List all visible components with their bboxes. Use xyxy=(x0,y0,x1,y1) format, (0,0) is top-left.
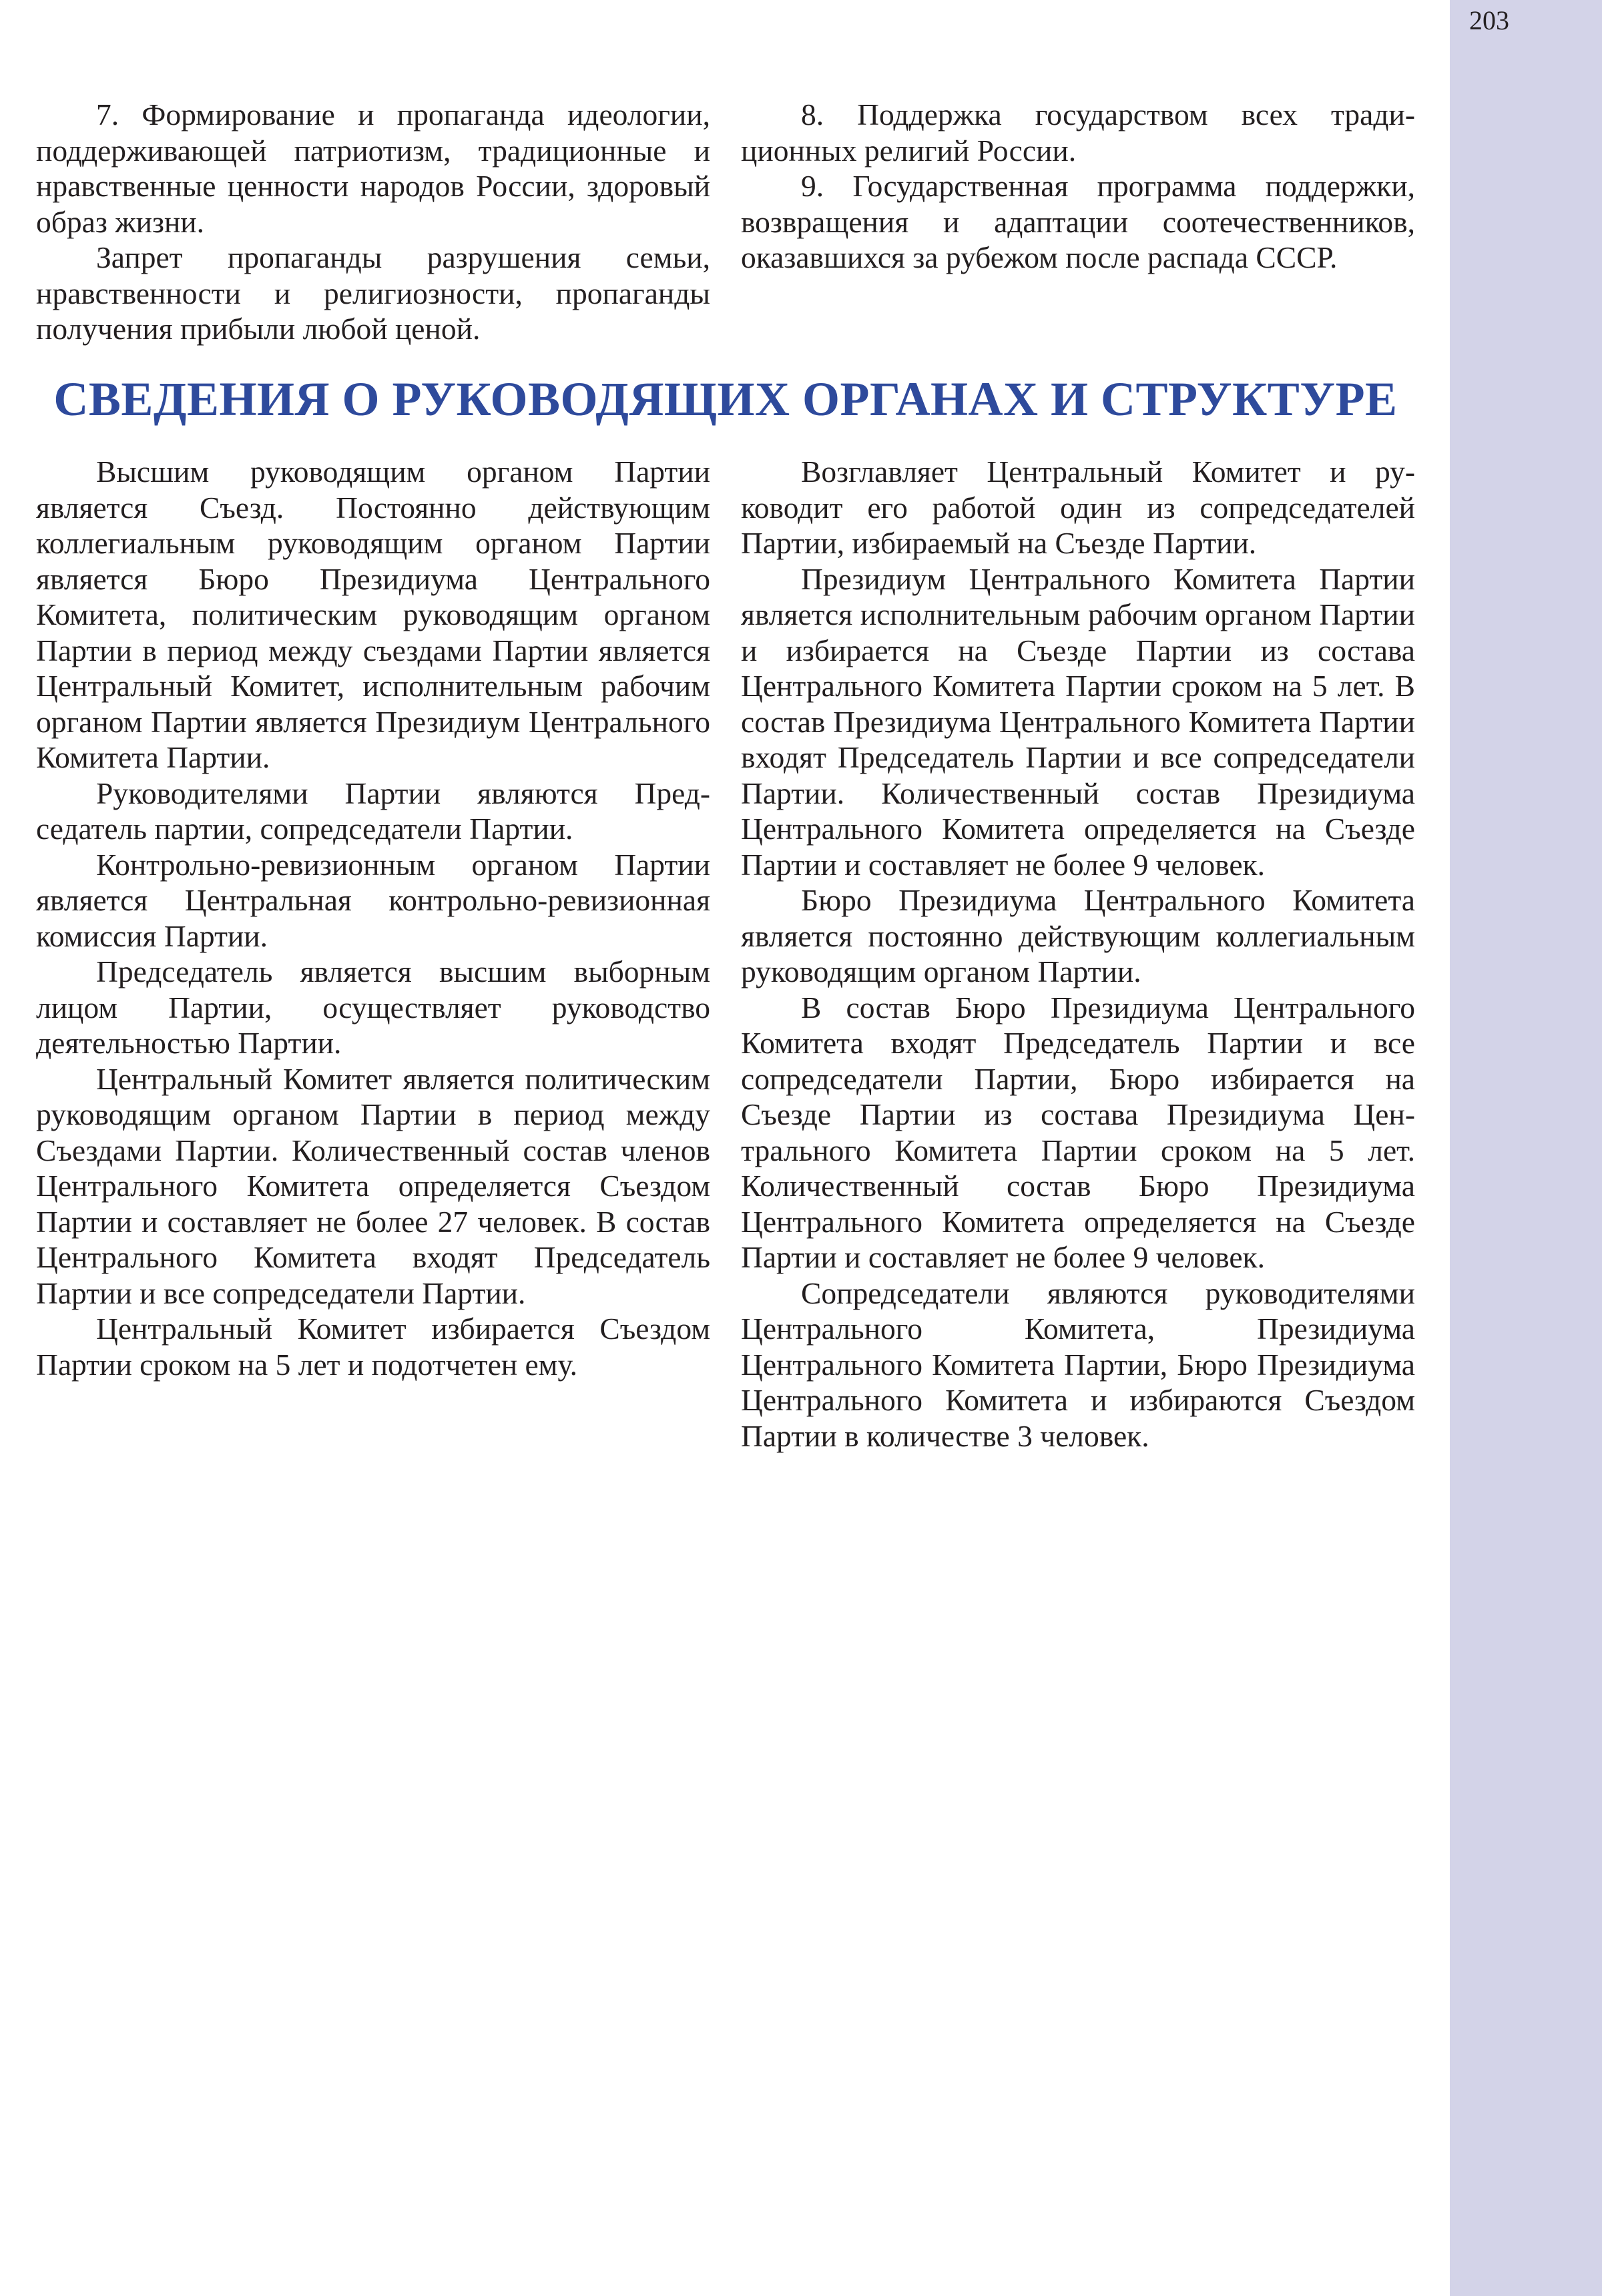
paragraph: Контрольно-ревизионным органом Партии является Центральная контрольно-ревизионная комиссия Партии. xyxy=(36,847,710,953)
paragraph: Высшим руководящим органом Партии является Съезд. Постоянно действующим коллегиальным руководящим органом Партии является Бюро Президиума Центрального Комитета, политическим руководящим органом Партии в период между съездами Партии является Центральный Комитет, исполнительным рабочим органом Партии является Президиум Центрального Комитета Партии. xyxy=(36,455,710,774)
paragraph: 9. Государственная программа поддержки, возвращения и адаптации соотечественников, оказавшихся за рубежом после распада СССР. xyxy=(741,169,1415,274)
top-left-column xyxy=(36,97,710,347)
main-right-column xyxy=(741,454,1415,1454)
paragraph: Председатель является высшим выборным лицом Партии, осуществляет руководство деятельностью Партии. xyxy=(36,954,710,1060)
paragraph: Бюро Президиума Центрального Комитета является постоянно действующим коллегиальным руководящим органом Партии. xyxy=(741,883,1415,988)
paragraph: Президиум Центрального Комитета Партии является исполнительным рабочим органом Партии и избирается на Съезде Партии из состава Центрального Комитета Партии сроком на 5 лет. В состав Президиума Центрального Комитета Партии входят Председатель Партии и все сопредседатели Партии. Количественный состав Президиума Центрального Комитета определяется на Съезде Партии и составляет не более 9 человек. xyxy=(741,561,1415,882)
top-right-column xyxy=(741,97,1415,276)
paragraph: Запрет пропаганды разрушения семьи, нравственности и религиозности, пропаганды получения прибыли любой ценой. xyxy=(36,240,710,346)
page-number: 203 xyxy=(1469,5,1509,35)
paragraph: 7. Формирование и пропаганда идеологии, поддерживающей патриотизм, традиционные и нравственные ценности народов России, здоровый образ жизни. xyxy=(36,97,710,239)
paragraph: В состав Бюро Президиума Центрального Комитета входят Председатель Партии и все сопредседатели Партии, Бюро избирается на Съезде Партии из состава Президиума Центрального Комитета Партии сроком на 5 лет. Количественный состав Бюро Президиума Центрального Комитета определяется на Съезде Партии и составляет не более 9 человек. xyxy=(741,990,1415,1274)
paragraph: Возглавляет Центральный Комитет и руководит его работой один из сопредседателей Партии, избираемый на Съезде Партии. xyxy=(741,455,1415,560)
paragraph: Сопредседатели являются руководителями Центрального Комитета, Президиума Центрального Комитета Партии, Бюро Президиума Центрального Комитета и избираются Съездом Партии в количестве 3 человек. xyxy=(741,1275,1415,1453)
main-left-column xyxy=(36,454,710,1382)
paragraph: Руководителями Партии являются Председатель партии, сопредседатели Партии. xyxy=(36,776,710,846)
paragraph: Центральный Комитет является политическим руководящим органом Партии в период между Съездами Партии. Количественный состав членов Центрального Комитета определяется Съездом Партии и составляет не более 27 человек. В состав Центрального Комитета входят Председатель Партии и все сопредседатели Партии. xyxy=(36,1061,710,1310)
paragraph: 8. Поддержка государством всех традиционных религий России. xyxy=(741,97,1415,168)
section-heading: СВЕДЕНИЯ О РУКОВОДЯЩИХ ОРГАНАХ И СТРУКТУРЕ xyxy=(53,372,1398,426)
paragraph: Центральный Комитет избирается Съездом Партии сроком на 5 лет и подотчетен ему. xyxy=(36,1312,710,1382)
page-side-band xyxy=(1450,0,1602,2296)
